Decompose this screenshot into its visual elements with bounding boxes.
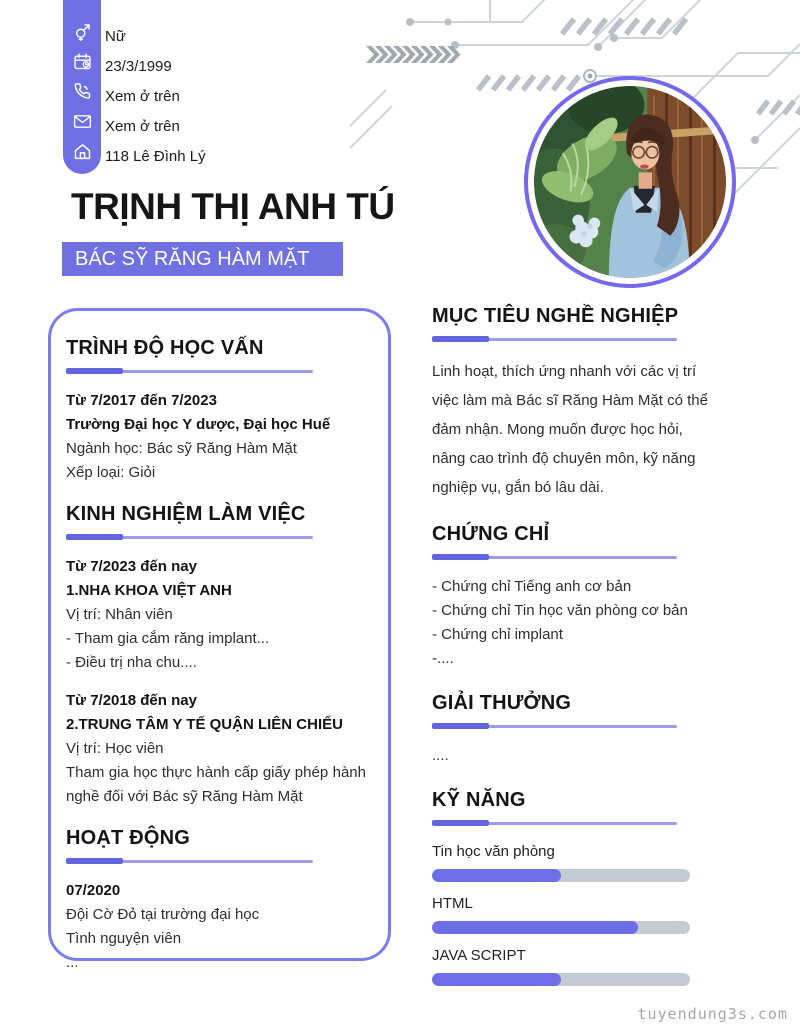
calendar-icon	[72, 51, 93, 72]
skill-label: JAVA SCRIPT	[432, 947, 526, 964]
experience-job	[66, 555, 366, 675]
activity-line: ...	[66, 954, 79, 971]
right-column	[432, 305, 714, 997]
heading-rule	[432, 336, 677, 342]
certificate-item: - Chứng chỉ Tiếng anh cơ bản	[432, 578, 632, 595]
gender-value: Nữ	[105, 28, 126, 45]
section-activities	[66, 827, 366, 975]
certificates-heading: CHỨNG CHỈ	[432, 523, 550, 545]
job-line: Vị trí: Học viên	[66, 740, 164, 757]
heading-rule	[432, 820, 677, 826]
address-value: 118 Lê Đình Lý	[105, 148, 206, 165]
email-value: Xem ở trên	[105, 118, 180, 135]
skill-label: HTML	[432, 895, 473, 912]
phone-icon	[72, 81, 93, 102]
job-paragraph: Tham gia học thực hành cấp giấy phép hành nghề đối với Bác sỹ Răng Hàm Mặt	[66, 764, 366, 805]
heading-rule	[66, 534, 313, 540]
objective-text: Linh hoạt, thích ứng nhanh với các vị trí việc làm mà Bác sĩ Răng Hàm Mặt có thể đảm nhận. Mong muốn được học hỏi, nâng cao trình độ chuyên môn, kỹ năng nghiệp vụ, gắn bó lâu dài.	[432, 363, 708, 496]
job-title-badge: BÁC SỸ RĂNG HÀM MẶT	[62, 242, 343, 276]
phone-value: Xem ở trên	[105, 88, 180, 105]
education-major: Ngành học: Bác sỹ Răng Hàm Mặt	[66, 440, 297, 457]
section-objective	[432, 305, 714, 502]
section-experience	[66, 503, 366, 809]
candidate-name: TRỊNH THỊ ANH TÚ	[71, 186, 395, 227]
education-period: Từ 7/2017 đến 7/2023	[66, 392, 217, 409]
skill-label: Tin học văn phòng	[432, 843, 555, 860]
objective-heading: MỤC TIÊU NGHỀ NGHIỆP	[432, 305, 679, 327]
job-line: Vị trí: Nhân viên	[66, 606, 173, 623]
skill-item	[432, 893, 714, 934]
skill-bar-track	[432, 973, 690, 986]
site-watermark: tuyendung3s.com	[637, 1005, 788, 1023]
heading-rule	[432, 723, 677, 729]
job-company: 1.NHA KHOA VIỆT ANH	[66, 582, 232, 599]
heading-rule	[432, 554, 677, 560]
section-awards	[432, 692, 714, 768]
section-skills	[432, 789, 714, 986]
left-panel	[48, 308, 391, 971]
award-item: ....	[432, 747, 449, 764]
skill-bar-fill	[432, 973, 561, 986]
job-line: - Tham gia cắm răng implant...	[66, 630, 270, 647]
skills-heading: KỸ NĂNG	[432, 789, 526, 811]
birthdate-value: 23/3/1999	[105, 58, 172, 75]
certificate-item: - Chứng chỉ implant	[432, 626, 563, 643]
section-certificates	[432, 523, 714, 671]
awards-heading: GIẢI THƯỞNG	[432, 692, 572, 714]
heading-rule	[66, 368, 313, 374]
experience-job	[66, 689, 366, 809]
profile-photo	[524, 76, 736, 288]
job-company: 2.TRUNG TÂM Y TẾ QUẬN LIÊN CHIỂU	[66, 716, 343, 733]
certificate-item: - Chứng chỉ Tin học văn phòng cơ bản	[432, 602, 688, 619]
skill-item	[432, 945, 714, 986]
skill-bar-track	[432, 869, 690, 882]
certificate-item: -....	[432, 650, 454, 667]
skill-item	[432, 841, 714, 882]
job-line: - Điều trị nha chu....	[66, 654, 197, 671]
job-period: Từ 7/2023 đến nay	[66, 558, 197, 575]
home-icon	[72, 141, 93, 162]
activities-heading: HOẠT ĐỘNG	[66, 827, 191, 849]
contact-info	[105, 22, 206, 172]
education-heading: TRÌNH ĐỘ HỌC VẤN	[66, 337, 264, 359]
chevron-arrows-icon	[366, 46, 461, 63]
heading-rule	[66, 858, 313, 864]
activity-line: Đội Cờ Đỏ tại trường đại học	[66, 906, 260, 923]
education-grade: Xếp loại: Giỏi	[66, 464, 156, 481]
activity-date: 07/2020	[66, 882, 121, 899]
section-education	[66, 337, 366, 485]
education-school: Trường Đại học Y dược, Đại học Huế	[66, 416, 331, 433]
skill-bar-track	[432, 921, 690, 934]
experience-heading: KINH NGHIỆM LÀM VIỆC	[66, 503, 306, 525]
activity-line: Tình nguyện viên	[66, 930, 182, 947]
gender-icon	[72, 21, 93, 42]
email-icon	[72, 111, 93, 132]
contact-icon-bar	[63, 0, 101, 174]
job-period: Từ 7/2018 đến nay	[66, 692, 197, 709]
skill-bar-fill	[432, 921, 638, 934]
skill-bar-fill	[432, 869, 561, 882]
